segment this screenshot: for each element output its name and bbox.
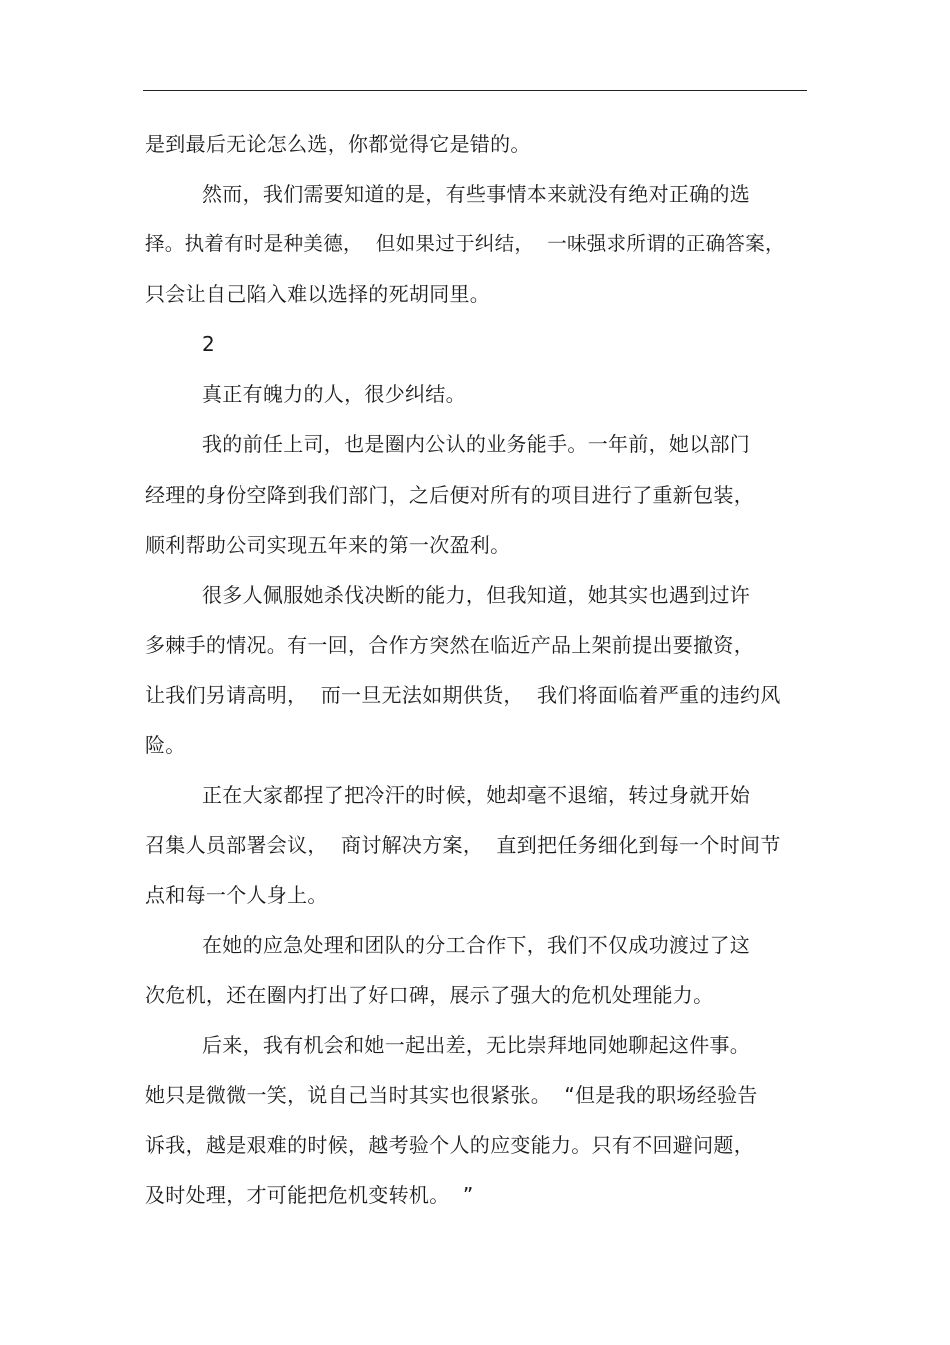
text-line: 顺利帮助公司实现五年来的第一次盈利。 [145, 533, 511, 557]
text-line: 经理的身份空降到我们部门，之后便对所有的项目进行了重新包装， [145, 483, 754, 507]
paragraph-first-line: 在她的应急处理和团队的分工合作下，我们不仅成功渡过了这 [202, 933, 751, 957]
text-line: 及时处理，才可能把危机变转机。 ” [145, 1183, 474, 1207]
text-line: 险。 [145, 733, 186, 757]
text-line: 多棘手的情况。有一回，合作方突然在临近产品上架前提出要撤资， [145, 633, 754, 657]
text-line: 择。执着有时是种美德， 但如果过于纠结， 一味强求所谓的正确答案， [145, 232, 785, 255]
text-line: 是到最后无论怎么选，你都觉得它是错的。 [145, 132, 531, 156]
paragraph-first-line: 然而，我们需要知道的是，有些事情本来就没有绝对正确的选 [202, 182, 751, 206]
text-line: 诉我，越是艰难的时候，越考验个人的应变能力。只有不回避问题， [145, 1133, 754, 1157]
text-line: 点和每一个人身上。 [145, 883, 328, 907]
text-line: 让我们另请高明， 而一旦无法如期供货， 我们将面临着严重的违约风 [145, 683, 781, 707]
section-number: 2 [202, 332, 216, 356]
paragraph-first-line: 很多人佩服她杀伐决断的能力，但我知道，她其实也遇到过许 [202, 583, 751, 607]
paragraph-first-line: 真正有魄力的人，很少纠结。 [202, 382, 466, 406]
text-line: 次危机，还在圈内打出了好口碑，展示了强大的危机处理能力。 [145, 983, 714, 1007]
header-rule [143, 90, 807, 91]
paragraph-first-line: 我的前任上司，也是圈内公认的业务能手。一年前，她以部门 [202, 432, 751, 456]
text-line: 她只是微微一笑，说自己当时其实也很紧张。 “但是我的职场经验告 [145, 1083, 758, 1107]
text-line: 召集人员部署会议， 商讨解决方案， 直到把任务细化到每一个时间节 [145, 833, 781, 857]
paragraph-first-line: 正在大家都捏了把冷汗的时候，她却毫不退缩，转过身就开始 [202, 783, 751, 807]
paragraph-first-line: 后来，我有机会和她一起出差，无比崇拜地同她聊起这件事。 [202, 1033, 751, 1057]
text-line: 只会让自己陷入难以选择的死胡同里。 [145, 282, 491, 306]
